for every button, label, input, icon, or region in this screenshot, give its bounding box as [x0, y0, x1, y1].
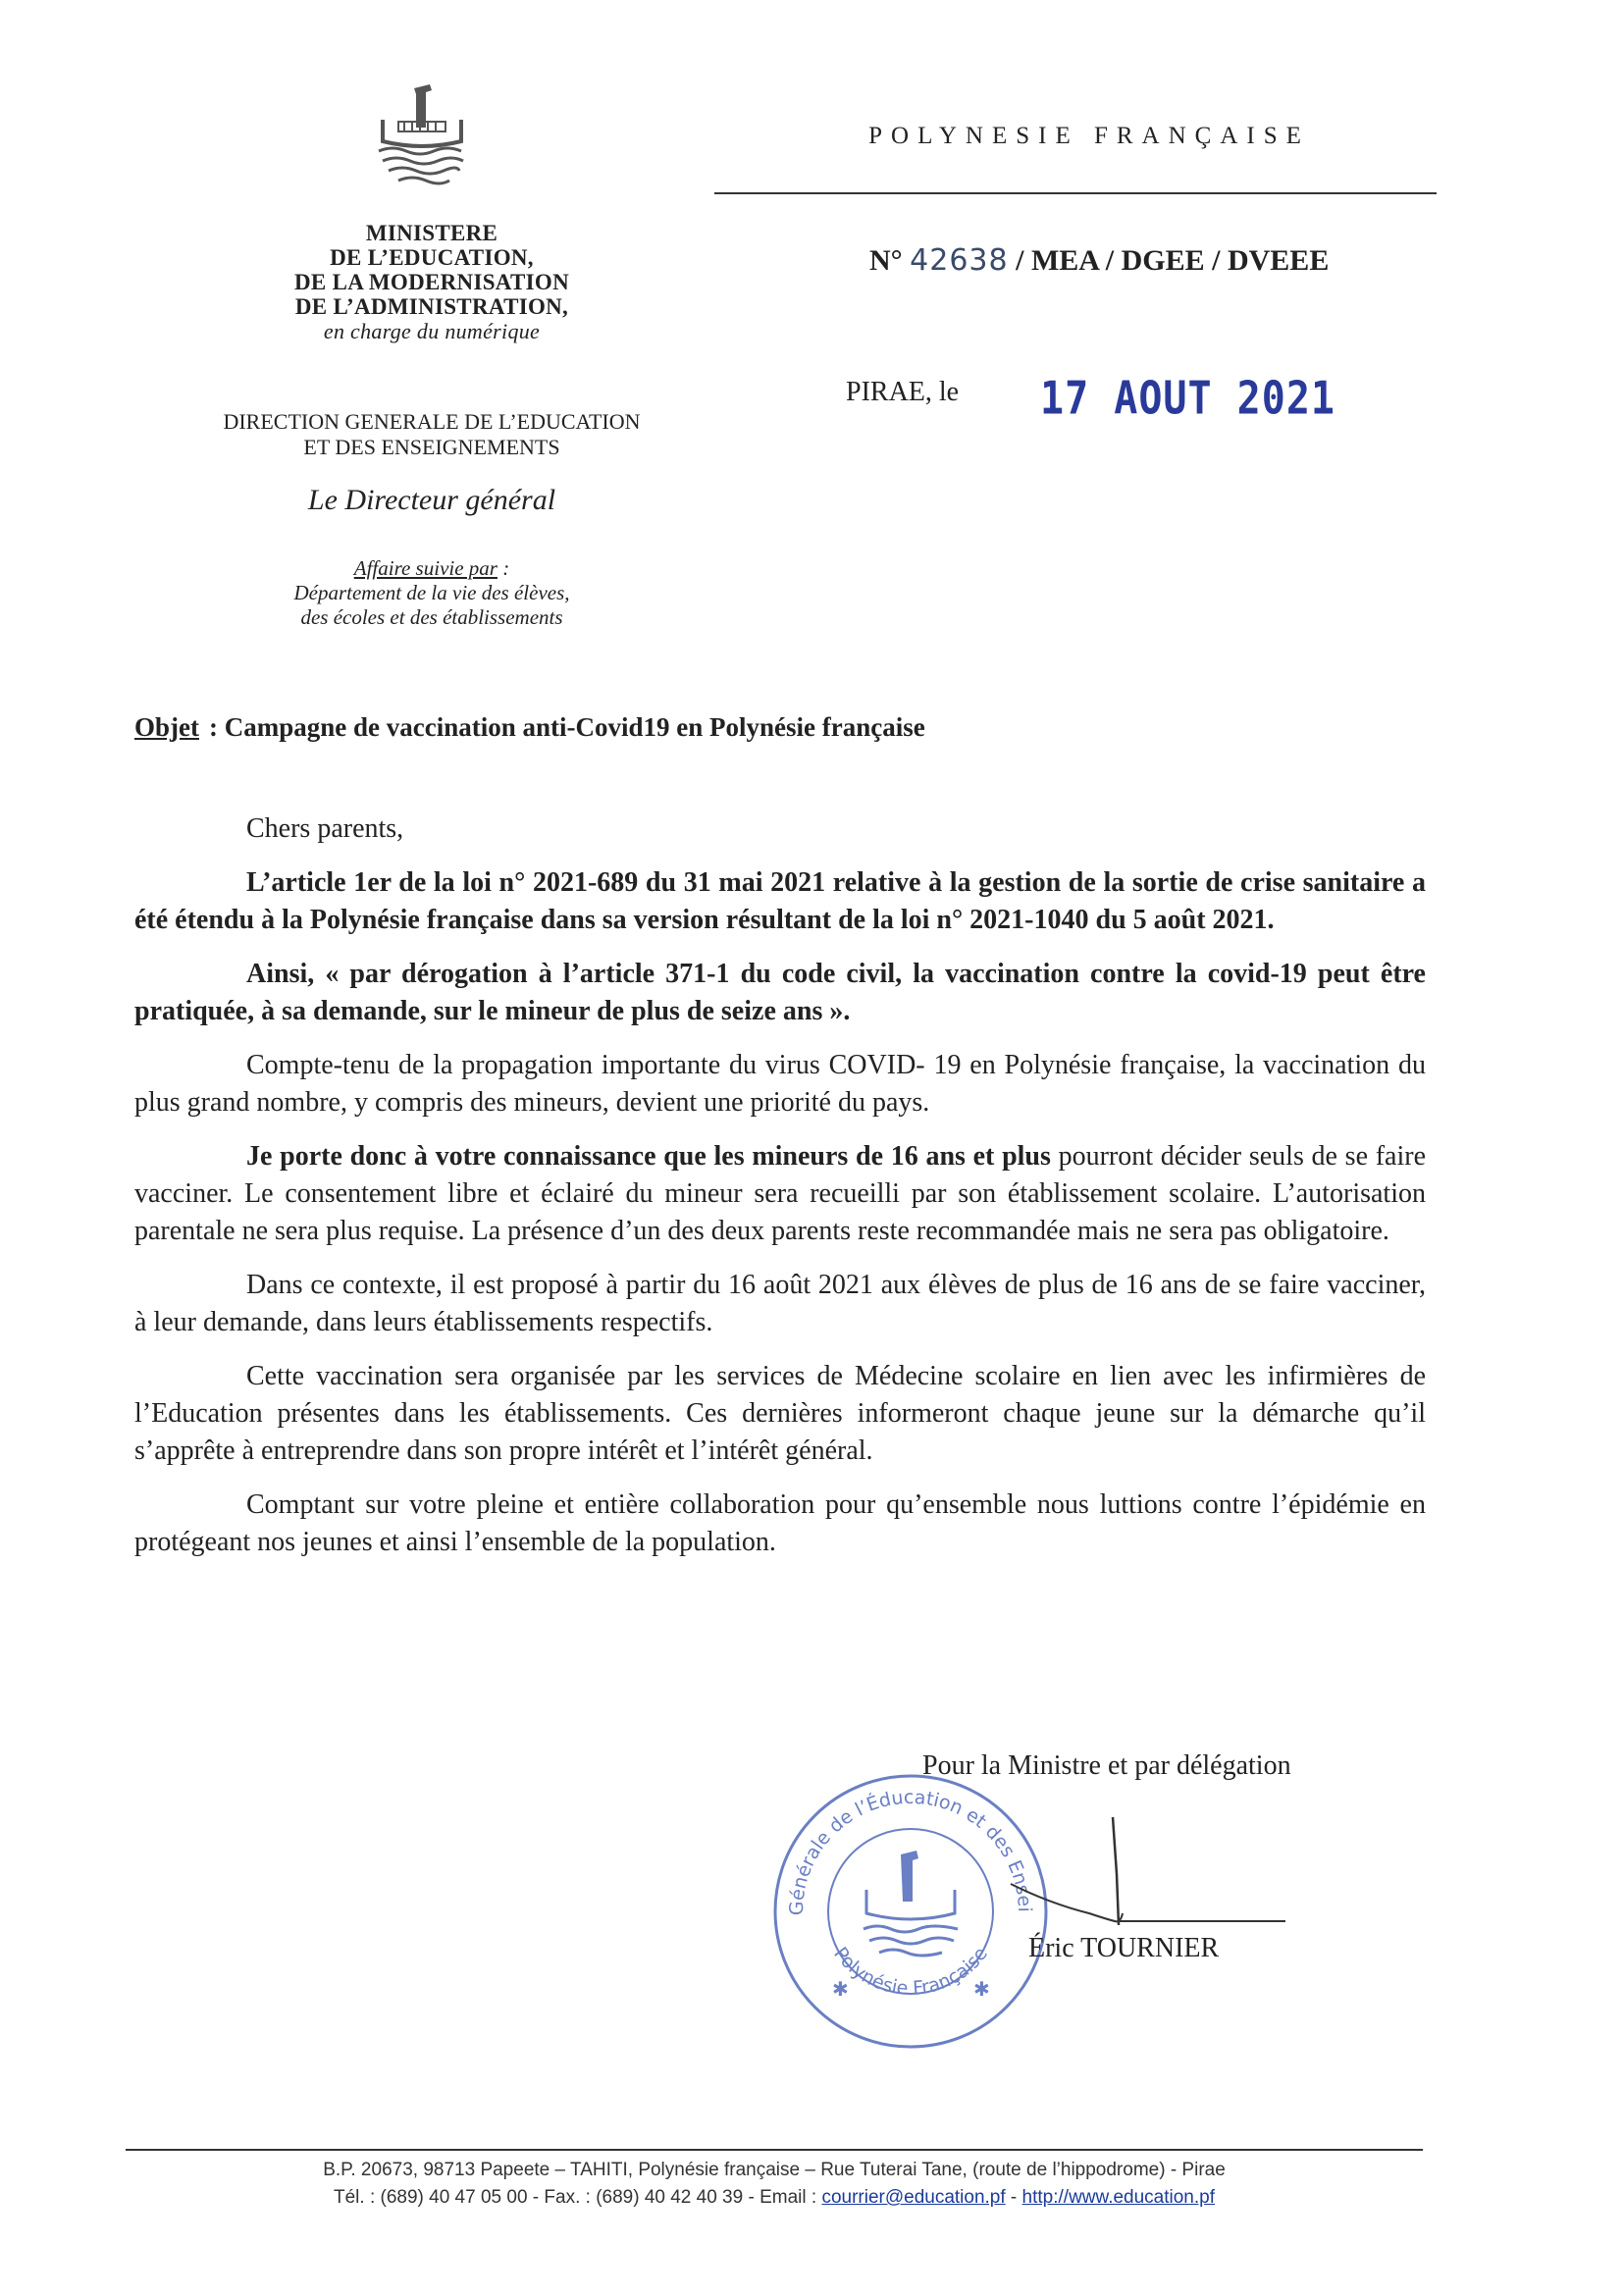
paragraph: Comptant sur votre pleine et entière collaboration pour qu’ensemble nous luttions contre l’épidémie en protégeant nos jeunes et ainsi l’ensemble de la population.	[134, 1489, 1426, 1557]
subject-text: : Campagne de vaccination anti-Covid19 en Polynésie française	[208, 712, 925, 742]
stamp-star-icon: ✱	[832, 1977, 849, 2001]
reference-number	[869, 243, 1329, 278]
paragraph: Cette vaccination sera organisée par les services de Médecine scolaire en lien avec les infirmières de l’Education présentes dans les établissements. Ces dernières informeront chaque jeune sur la démarche qu’il s’apprête à entreprendre dans son propre intérêt et l’intérêt général.	[134, 1361, 1426, 1466]
ref-handwritten-number: 42638	[910, 243, 1009, 278]
paragraph: L’article 1er de la loi n° 2021-689 du 31 mai 2021 relative à la gestion de la sortie de crise sanitaire a été étendu à la Polynésie française dans sa version résultant de la loi n° 2021-1040 du 5 août 2021.	[134, 867, 1426, 935]
website-link[interactable]: http://www.education.pf	[1021, 2187, 1215, 2208]
footer-divider	[126, 2149, 1423, 2151]
paragraph: Dans ce contexte, il est proposé à partir du 16 août 2021 aux élèves de plus de 16 ans de se faire vacciner, à leur demande, dans leurs établissements respectifs.	[134, 1270, 1426, 1337]
ref-prefix: N°	[869, 244, 903, 277]
ministry-subtitle: en charge du numérique	[323, 319, 541, 343]
stamp-star-icon: ✱	[973, 1977, 990, 2001]
letter-body	[134, 810, 1426, 1578]
paragraph-bold-part: Je porte donc à votre connaissance que les mineurs de 16 ans et plus	[246, 1141, 1051, 1172]
date-stamp: 17 AOUT 2021	[1040, 373, 1335, 425]
place-label: PIRAE, le	[846, 377, 960, 407]
director-title: Le Directeur général	[307, 484, 556, 516]
followup-label: Affaire suivie par	[353, 556, 497, 580]
paragraph	[134, 1138, 1426, 1250]
ministry-line: MINISTERE	[365, 221, 498, 245]
paragraph: Compte-tenu de la propagation importante du virus COVID- 19 en Polynésie française, la vaccination du plus grand nombre, y compris des mineurs, devient une priorité du pays.	[134, 1050, 1426, 1118]
paragraph-rest: pourront décider seuls de se faire vacciner. Le consentement libre et éclairé du mineur sera recueilli par son établissement scolaire. L’autorisation parentale ne sera plus requise. La présence d’un des deux parents reste recommandée mais ne sera pas obligatoire.	[134, 1141, 1426, 1246]
footer-contact	[126, 2184, 1423, 2212]
signature-title: Pour la Ministre et par délégation	[922, 1750, 1291, 1781]
ref-suffix: / MEA / DGEE / DVEEE	[1016, 244, 1330, 277]
followup-heading	[157, 556, 707, 581]
footer	[126, 2157, 1423, 2212]
ministry-line: DE LA MODERNISATION	[293, 270, 570, 294]
footer-phone-fax: Tél. : (689) 40 47 05 00 - Fax. : (689) 40 42 40 39 - Email :	[334, 2187, 822, 2208]
salutation: Chers parents,	[246, 813, 404, 844]
ministry-name	[157, 221, 707, 343]
ministry-line: DE L’ADMINISTRATION,	[294, 294, 569, 319]
email-link[interactable]: courrier@education.pf	[821, 2187, 1006, 2208]
stamp-text: Générale de l’Éducation et des Ensei	[785, 1786, 1036, 1916]
country-heading: POLYNESIE FRANÇAISE	[868, 123, 1310, 149]
paragraph: Ainsi, « par dérogation à l’article 371-1 du code civil, la vaccination contre la covid-19 peut être pratiquée, à sa demande, sur le mineur de plus de seize ans ».	[134, 959, 1426, 1026]
signatory-name: Éric TOURNIER	[1028, 1933, 1220, 1963]
ministry-line: DE L’EDUCATION,	[330, 245, 534, 270]
footer-address: B.P. 20673, 98713 Papeete – TAHITI, Polynésie française – Rue Tuterai Tane, (route de l’hippodrome) - Pirae	[323, 2160, 1226, 2180]
stamp-bottom-text: Polynésie Française	[829, 1943, 992, 2000]
subject-label: Objet	[134, 712, 199, 742]
footer-separator: -	[1005, 2187, 1022, 2208]
direction-line: ET DES ENSEIGNEMENTS	[303, 435, 560, 459]
followup-line: Département de la vie des élèves,	[293, 581, 570, 604]
direction-line: DIRECTION GENERALE DE L’EDUCATION	[223, 409, 641, 434]
followup-block	[157, 556, 707, 630]
followup-colon: :	[497, 556, 510, 580]
direction-name	[157, 409, 707, 460]
header-divider	[714, 192, 1437, 194]
svg-text:Polynésie Française	[829, 1943, 992, 1999]
subject-line	[134, 712, 925, 743]
followup-line: des écoles et des établissements	[300, 605, 563, 629]
ministry-logo	[353, 80, 491, 198]
